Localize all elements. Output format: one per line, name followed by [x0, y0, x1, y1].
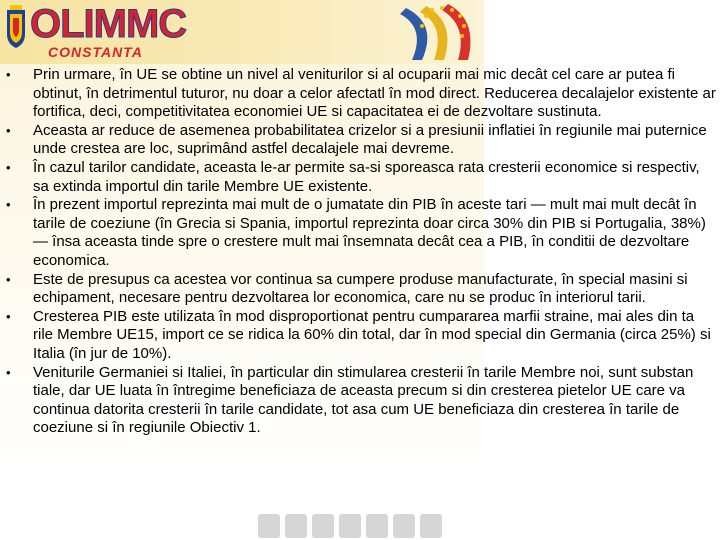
- bullet-item: [6, 364, 716, 438]
- bullet-text: Prin urmare, în UE se obtine un nivel al veniturilor si al ocuparii mai mic decât cel care ar putea fi obtinut, în detrimentul tuturor, nu doar a celor afectatl în mod direct. Reducerea decalajelor existente ar fortifica, deci, competitivitatea economiei UE si capacitatea ei de dezvoltare sustinuta.: [33, 66, 716, 121]
- logo-subtitle: CONSTANTA: [48, 44, 143, 60]
- bullet-item: [6, 122, 716, 159]
- coat-of-arms-icon: [4, 4, 28, 60]
- bullet-text: Cresterea PIB este utilizata în mod disproportionat pentru cumpararea marfii straine, mai ales din ta rile Membre UE15, import ce se ridica la 60% din total, dar în mod special din Germania (circa 25%) si Italia (în jur de 10%).: [33, 307, 711, 362]
- bullet-item: [6, 196, 716, 270]
- bullet-marker: •: [6, 122, 11, 138]
- bullet-text: Aceasta ar reduce de asemenea probabilitatea crizelor si a presiunii inflatiei în regiunile mai puternice unde crestea are loc, suprimând astfel decalajele mai devreme.: [33, 121, 707, 158]
- bullet-marker: •: [6, 197, 11, 213]
- bullet-text: Este de presupus ca acestea vor continua sa cumpere produse manufacturate, în special masini si echipament, necesare pentru dezvoltarea lor economica, care nu se produc în interiorul tarii.: [33, 270, 688, 307]
- bullet-text: În prezent importul reprezinta mai mult de o jumatate din PIB în aceste tari — mult mai mult decât în tarile de coeziune (în Grecia si Spania, importul reprezinta doar circa 30% din PIB si Portugalia, 38%) — însa aceasta tinde spre o crestere mult mai însemnata decât cea a PIB, în conditii de dezvoltare economica.: [33, 196, 706, 269]
- bullet-marker: •: [6, 271, 11, 287]
- bullet-marker: •: [6, 308, 11, 324]
- eu-stars-graphic: [392, 2, 484, 62]
- bullet-text: Veniturile Germaniei si Italiei, în particular din stimularea cresterii în tarile Membre noi, sunt substan tiale, dar UE luata în întregime beneficiaza de aceasta precum si din cresterea pietelor UE care va continua datorita cresterii în tarile candidate, tot asa cum UE beneficiaza din cresterea în tarile de coeziune si în regiunile Obiectiv 1.: [33, 363, 694, 437]
- bullet-item: [6, 308, 716, 364]
- decorative-squares: [258, 512, 448, 540]
- bullet-item: [6, 271, 716, 308]
- bullet-marker: •: [6, 67, 11, 82]
- bullet-item: [6, 66, 716, 122]
- logo-wordmark: OLIMMC: [30, 2, 187, 46]
- bullet-item: [6, 159, 716, 196]
- bullet-marker: •: [6, 364, 11, 380]
- bullet-marker: •: [6, 159, 11, 175]
- bullet-list: [6, 66, 716, 438]
- bullet-text: În cazul tarilor candidate, aceasta le-ar permite sa-si sporeasca rata cresterii economice si respectiv, sa extinda importul din tarile Membre UE existente.: [33, 158, 700, 195]
- slide-content: [6, 66, 716, 438]
